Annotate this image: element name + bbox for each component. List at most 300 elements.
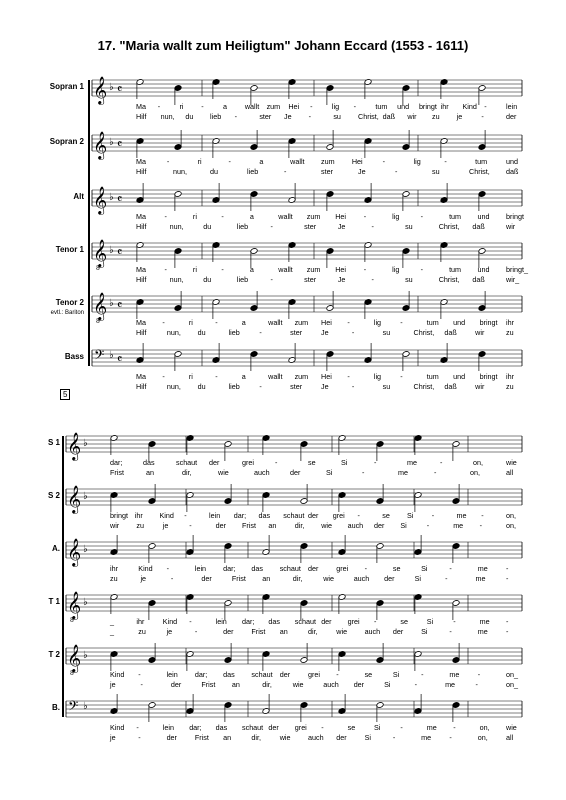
lyric-syllable: schaut <box>279 564 301 573</box>
lyric-syllable: lieb <box>236 275 249 284</box>
lyric-syllable: und <box>477 265 490 274</box>
lyric-syllable: auch <box>347 521 364 530</box>
lyric-syllable: se <box>364 670 373 679</box>
lyric-syllable: Frist <box>242 521 256 530</box>
time-signature-icon: 𝄴 <box>117 137 123 151</box>
lyric-syllable: ihr <box>110 564 118 573</box>
lyric-syllable: an <box>268 521 277 530</box>
lyric-syllable: Hei <box>321 318 332 327</box>
lyric-syllable: und <box>453 372 466 381</box>
lyric-syllable: zum <box>306 212 321 221</box>
voice-label: Alt <box>73 192 84 201</box>
lyric-syllable: wie <box>292 680 304 689</box>
lyric-syllable: - <box>400 318 403 327</box>
lyric-syllable: - <box>449 733 452 742</box>
lyric-syllable: me <box>456 511 467 520</box>
lyric-syllable: Je <box>284 112 292 121</box>
flat-key-signature-icon: ♭ <box>109 298 114 309</box>
lyric-syllable: der <box>321 617 332 626</box>
lyric-syllable: - <box>215 318 218 327</box>
lyric-syllable: je <box>140 574 147 583</box>
voice-label: Sopran 2 <box>49 137 84 146</box>
lyric-syllable: der <box>392 627 404 636</box>
lyric-syllable: Frist <box>110 468 124 477</box>
lyric-syllable: nun, <box>173 167 187 176</box>
time-signature-icon: 𝄴 <box>117 192 123 206</box>
lyric-syllable: der <box>336 733 347 742</box>
lyric-syllable: Je <box>358 167 366 176</box>
flat-key-signature-icon: ♭ <box>83 544 88 555</box>
lyric-syllable: je <box>162 521 169 530</box>
flat-key-signature-icon: ♭ <box>109 350 114 361</box>
lyric-syllable: zu <box>506 382 514 391</box>
lyric-syllable: ri <box>188 318 193 327</box>
lyric-syllable: wallt <box>268 372 283 381</box>
lyric-syllable: Si <box>426 617 434 626</box>
lyric-syllable: - <box>164 265 167 274</box>
lyric-syllable: - <box>228 157 231 166</box>
lyric-syllable: - <box>308 112 312 121</box>
lyric-syllable: - <box>270 222 273 231</box>
lyric-syllable: Hilf <box>136 222 147 231</box>
lyric-syllable: schaut <box>251 670 273 679</box>
lyric-syllable: me <box>477 564 488 573</box>
lyric-syllable: und <box>453 318 466 327</box>
lyric-syllable: der <box>223 627 234 636</box>
lyric-syllable: der <box>268 723 279 732</box>
flat-key-signature-icon: ♭ <box>83 701 88 712</box>
lyric-syllable: - <box>431 511 435 520</box>
flat-key-signature-icon: ♭ <box>109 137 114 148</box>
lyric-syllable: me <box>426 723 437 732</box>
lyric-syllable: der <box>166 733 177 742</box>
lyric-syllable: a <box>249 212 254 221</box>
lyric-syllable: - <box>194 627 198 636</box>
lyric-syllable: wir <box>110 521 120 530</box>
lyric-syllable: das <box>143 458 155 467</box>
lyric-syllable: an <box>223 733 232 742</box>
lyric-syllable: ri <box>188 372 193 381</box>
lyric-syllable: Kind <box>138 564 153 573</box>
lyric-syllable: _ <box>110 617 114 626</box>
lyric-syllable: - <box>347 372 350 381</box>
lyric-syllable: Si <box>407 511 414 520</box>
lyric-syllable: der <box>170 680 182 689</box>
voice-label: Bass <box>64 352 84 361</box>
lyric-syllable: dar; <box>233 511 247 520</box>
voice-label: S 2 <box>47 491 60 500</box>
lyric-syllable: wallt <box>290 157 305 166</box>
lyric-syllable: Je <box>321 382 329 391</box>
lyric-syllable: Ma <box>136 157 146 166</box>
lyric-syllable: daß <box>472 275 485 284</box>
flat-key-signature-icon: ♭ <box>83 597 88 608</box>
lyric-syllable: - <box>449 627 452 636</box>
lyric-syllable: se <box>347 723 356 732</box>
lyric-syllable: zu <box>432 112 440 121</box>
lyric-syllable: su <box>405 275 413 284</box>
lyric-syllable: nun, <box>166 382 181 391</box>
lyric-syllable: - <box>351 382 355 391</box>
lyric-syllable: Hilf <box>136 328 147 337</box>
lyric-syllable: dir, <box>262 680 272 689</box>
lyric-syllable: Christ, <box>413 382 435 391</box>
lyric-syllable: Je <box>321 328 329 337</box>
lyric-syllable: nun, <box>160 112 175 121</box>
lyric-syllable: - <box>347 318 350 327</box>
lyric-syllable: du <box>203 275 212 284</box>
lyric-syllable: a <box>249 265 254 274</box>
lyric-syllable: wallt <box>278 265 293 274</box>
lyric-syllable: - <box>321 723 324 732</box>
lyric-syllable: me <box>479 617 490 626</box>
lyric-syllable: grei <box>336 564 349 573</box>
lyric-syllable: - <box>157 102 161 111</box>
lyric-syllable: lig <box>373 318 382 327</box>
lyric-syllable: ri <box>179 102 184 111</box>
lyric-syllable: ster <box>304 275 317 284</box>
lyric-syllable: ihr <box>440 102 449 111</box>
lyric-syllable: - <box>506 617 509 626</box>
lyric-syllable: daß <box>506 167 519 176</box>
flat-key-signature-icon: ♭ <box>83 438 88 449</box>
lyric-syllable: Hei <box>321 372 332 381</box>
lyric-syllable: Hilf <box>136 382 147 391</box>
lyric-syllable: dir, <box>308 627 318 636</box>
lyric-syllable: - <box>357 511 360 520</box>
lyric-syllable: - <box>364 564 367 573</box>
lyric-syllable: - <box>138 733 141 742</box>
lyric-syllable: lein <box>209 511 221 520</box>
lyric-syllable: - <box>138 670 141 679</box>
lyric-syllable: dir, <box>294 521 305 530</box>
lyric-syllable: tum <box>375 102 388 111</box>
lyric-syllable: ster <box>321 167 333 176</box>
flat-key-signature-icon: ♭ <box>109 82 114 93</box>
lyric-syllable: Si <box>421 627 428 636</box>
lyric-syllable: ri <box>192 265 197 274</box>
lyric-syllable: der <box>374 521 385 530</box>
lyric-syllable: dir, <box>182 468 192 477</box>
lyric-syllable: a <box>259 157 264 166</box>
lyric-syllable: auch <box>364 627 381 636</box>
lyric-syllable: wir <box>407 112 417 121</box>
lyric-syllable: lig <box>331 102 340 111</box>
lyric-syllable: zum <box>294 372 309 381</box>
lyric-syllable: Ma <box>136 318 146 327</box>
lyric-syllable: - <box>421 670 424 679</box>
lyric-syllable: Si <box>341 458 348 467</box>
page-title: 17. "Maria wallt zum Heiligtum" Johann Eccard (1553 - 1611) <box>97 38 469 53</box>
lyric-syllable: - <box>170 574 174 583</box>
lyric-syllable: du <box>185 112 194 121</box>
lyric-syllable: - <box>506 564 509 573</box>
lyric-syllable: lieb <box>228 328 240 337</box>
lyric-syllable: ri <box>197 157 202 166</box>
lyric-syllable: - <box>164 212 167 221</box>
lyric-syllable: zu <box>110 574 118 583</box>
lyric-syllable: lig <box>392 212 400 221</box>
voice-label: T 1 <box>48 597 60 606</box>
lyric-syllable: Frist <box>231 574 246 583</box>
lyric-syllable: Hilf <box>136 112 147 121</box>
lyric-syllable: zu <box>506 328 514 337</box>
lyric-syllable: dir, <box>251 733 262 742</box>
lyric-syllable: bringt <box>506 212 524 221</box>
lyric-syllable: wir <box>475 382 485 391</box>
lyric-syllable: schaut <box>242 723 264 732</box>
lyric-syllable: Frist <box>251 627 266 636</box>
lyric-syllable: je <box>110 680 116 689</box>
lyric-syllable: auch <box>254 468 270 477</box>
lyric-syllable: du <box>210 167 218 176</box>
lyric-syllable: an <box>146 468 154 477</box>
lyric-syllable: - <box>506 574 509 583</box>
lyric-syllable: - <box>259 382 262 391</box>
lyric-syllable: Si <box>392 670 400 679</box>
lyric-syllable: - <box>371 275 374 284</box>
lyric-syllable: grei <box>294 723 307 732</box>
lyric-syllable: - <box>400 372 403 381</box>
lyric-syllable: zu <box>138 627 146 636</box>
lyric-syllable: Hilf <box>136 275 147 284</box>
lyric-syllable: - <box>184 511 187 520</box>
lyric-syllable: - <box>166 157 170 166</box>
lyric-syllable: bringt <box>110 511 128 520</box>
lyric-syllable: zum <box>294 318 309 327</box>
lyric-syllable: an <box>231 680 240 689</box>
lyric-syllable: a <box>223 102 228 111</box>
lyric-syllable: bringt <box>479 318 498 327</box>
octave-mark: 8 <box>96 265 100 272</box>
lyric-syllable: - <box>440 458 443 467</box>
lyric-syllable: Hei <box>335 212 347 221</box>
lyric-syllable: grei <box>242 458 254 467</box>
lyric-syllable: der <box>290 468 301 477</box>
lyric-syllable: Christ, <box>413 328 435 337</box>
lyric-syllable: wie <box>506 723 517 732</box>
lyric-syllable: a <box>241 372 246 381</box>
flat-key-signature-icon: ♭ <box>83 650 88 661</box>
lyric-syllable: du <box>197 382 206 391</box>
lyric-syllable: Ma <box>136 102 146 111</box>
lyric-syllable: - <box>382 157 386 166</box>
lyric-syllable: Hilf <box>136 167 147 176</box>
voice-label: Sopran 1 <box>49 82 84 91</box>
lyric-syllable: schaut <box>294 617 316 626</box>
time-signature-icon: 𝄴 <box>117 82 123 96</box>
lyric-syllable: tum <box>449 265 462 274</box>
lyric-syllable: - <box>162 318 165 327</box>
voice-label: B. <box>52 703 60 712</box>
lyric-syllable: nun, <box>169 222 184 231</box>
lyric-syllable: zu <box>136 521 144 530</box>
lyric-syllable: Kind <box>462 102 477 111</box>
voice-sublabel: evtl.: Bariton <box>50 310 84 316</box>
treble-clef-icon: 𝄞 <box>67 538 82 566</box>
lyric-syllable: on_ <box>506 670 518 679</box>
lyric-syllable: der <box>209 458 220 467</box>
lyric-syllable: lein <box>166 670 178 679</box>
lyric-syllable: - <box>221 265 224 274</box>
lyric-syllable: - <box>259 328 262 337</box>
lyric-syllable: dar; <box>189 723 202 732</box>
lyric-syllable: lein <box>162 723 174 732</box>
lyric-syllable: on, <box>506 511 516 520</box>
octave-mark: 8 <box>70 617 74 624</box>
time-signature-icon: 𝄴 <box>117 352 123 366</box>
lyric-syllable: wallt <box>244 102 260 111</box>
lyric-syllable: on, <box>479 723 490 732</box>
lyric-syllable: Christ, <box>438 222 460 231</box>
lyric-syllable: - <box>353 102 357 111</box>
lyric-syllable: wie <box>279 733 291 742</box>
lyric-syllable: - <box>140 680 143 689</box>
lyric-syllable: das <box>251 564 264 573</box>
lyric-syllable: su <box>382 382 391 391</box>
lyric-syllable: bringt <box>418 102 437 111</box>
treble-clef-icon: 𝄞 <box>67 485 82 513</box>
lyric-syllable: Christ, <box>469 167 490 176</box>
lyric-syllable: - <box>400 723 403 732</box>
lyric-syllable: der <box>384 574 395 583</box>
lyric-syllable: dar; <box>194 670 208 679</box>
lyric-syllable: se <box>400 617 408 626</box>
lyric-syllable: - <box>481 112 484 121</box>
lyric-syllable: an <box>262 574 271 583</box>
lyric-syllable: on, <box>470 468 480 477</box>
lyric-syllable: - <box>484 102 487 111</box>
lyric-syllable: lig <box>413 157 421 166</box>
lyric-syllable: tum <box>426 318 439 327</box>
lyric-syllable: - <box>374 617 377 626</box>
lyric-syllable: wie <box>321 521 332 530</box>
lyric-syllable: me <box>398 468 408 477</box>
lyric-syllable: ster <box>304 222 317 231</box>
lyric-syllable: - <box>392 733 396 742</box>
lyric-syllable: Hei <box>288 102 300 111</box>
lyric-syllable: - <box>136 723 139 732</box>
lyric-syllable: lein <box>506 102 518 111</box>
lyric-syllable: Si <box>384 680 391 689</box>
lyric-syllable: all <box>506 468 514 477</box>
measure-number: 5 <box>60 389 70 400</box>
lyric-syllable: wir_ <box>506 275 520 284</box>
lyric-syllable: - <box>162 372 165 381</box>
lyric-syllable: - <box>189 521 192 530</box>
lyric-syllable: - <box>363 212 367 221</box>
lyric-syllable: - <box>275 458 278 467</box>
lyric-syllable: auch <box>323 680 339 689</box>
lyric-syllable: Si <box>400 521 407 530</box>
lyric-syllable: - <box>449 564 452 573</box>
lyric-syllable: - <box>351 328 355 337</box>
lyric-syllable: me <box>449 670 460 679</box>
lyric-syllable: Christ, <box>358 112 379 121</box>
lyric-syllable: - <box>221 212 224 221</box>
lyric-syllable: me <box>453 521 464 530</box>
lyric-syllable: ster <box>290 382 303 391</box>
bass-clef-icon: 𝄢 <box>94 347 105 366</box>
lyric-syllable: daß <box>444 382 457 391</box>
voice-label: A. <box>52 544 60 553</box>
lyric-syllable: grei <box>332 511 345 520</box>
lyric-syllable: nun, <box>169 275 184 284</box>
lyric-syllable: su <box>333 112 341 121</box>
treble-clef-icon: 𝄞 <box>93 186 108 214</box>
lyric-syllable: zum <box>306 265 321 274</box>
lyric-syllable: lieb <box>247 167 259 176</box>
lyric-syllable: dar; <box>242 617 255 626</box>
lyric-syllable: zum <box>321 157 335 166</box>
lyric-syllable: se <box>392 564 401 573</box>
lyric-syllable: - <box>479 521 482 530</box>
lyric-syllable: Ma <box>136 265 146 274</box>
time-signature-icon: 𝄴 <box>117 298 123 312</box>
voice-label: S 1 <box>47 438 60 447</box>
lyric-syllable: su <box>405 222 413 231</box>
lyric-syllable: - <box>444 157 447 166</box>
lyric-syllable: auch <box>308 733 324 742</box>
treble-clef-icon: 𝄞 <box>67 644 82 672</box>
lyric-syllable: lein <box>194 564 207 573</box>
lyric-syllable: - <box>363 265 367 274</box>
lyric-syllable: me <box>407 458 417 467</box>
lyric-syllable: tum <box>475 157 488 166</box>
lyric-syllable: - <box>189 617 192 626</box>
lyric-syllable: su <box>382 328 391 337</box>
time-signature-icon: 𝄴 <box>117 245 123 259</box>
flat-key-signature-icon: ♭ <box>109 245 114 256</box>
lyric-syllable: schaut <box>283 511 305 520</box>
lyric-syllable: der <box>308 564 319 573</box>
lyric-syllable: - <box>371 222 374 231</box>
lyric-syllable: Frist <box>194 733 209 742</box>
lyric-syllable: ster <box>259 112 272 121</box>
lyric-syllable: der <box>353 680 365 689</box>
lyric-syllable: der <box>201 574 212 583</box>
lyric-syllable: - <box>395 167 398 176</box>
lyric-syllable: das <box>215 723 228 732</box>
lyric-syllable: Kind <box>162 617 178 626</box>
lyric-syllable: - <box>481 511 484 520</box>
lyric-syllable: und <box>506 157 518 166</box>
lyric-syllable: Hei <box>335 265 347 274</box>
lyric-syllable: - <box>426 521 430 530</box>
lyric-syllable: grei <box>347 617 360 626</box>
treble-clef-icon: 𝄞 <box>93 239 108 267</box>
lyric-syllable: daß <box>382 112 396 121</box>
lyric-syllable: der <box>308 511 319 520</box>
lyric-syllable: - <box>506 627 509 636</box>
lyric-syllable: - <box>234 112 238 121</box>
lyric-syllable: - <box>445 574 448 583</box>
lyric-syllable: an <box>279 627 288 636</box>
lyric-syllable: ihr <box>134 511 143 520</box>
lyric-syllable: se <box>308 458 316 467</box>
treble-clef-icon: 𝄞 <box>93 292 108 320</box>
lyric-syllable: wie <box>336 627 348 636</box>
lyric-syllable: - <box>475 680 478 689</box>
lyric-syllable: lein <box>215 617 227 626</box>
lyric-syllable: Si <box>414 574 422 583</box>
lyric-syllable: me <box>477 627 488 636</box>
lyric-syllable: du <box>197 328 206 337</box>
lyric-syllable: lieb <box>228 382 240 391</box>
octave-mark: 8 <box>96 318 100 325</box>
lyric-syllable: Kind <box>110 670 125 679</box>
treble-clef-icon: 𝄞 <box>67 432 82 460</box>
